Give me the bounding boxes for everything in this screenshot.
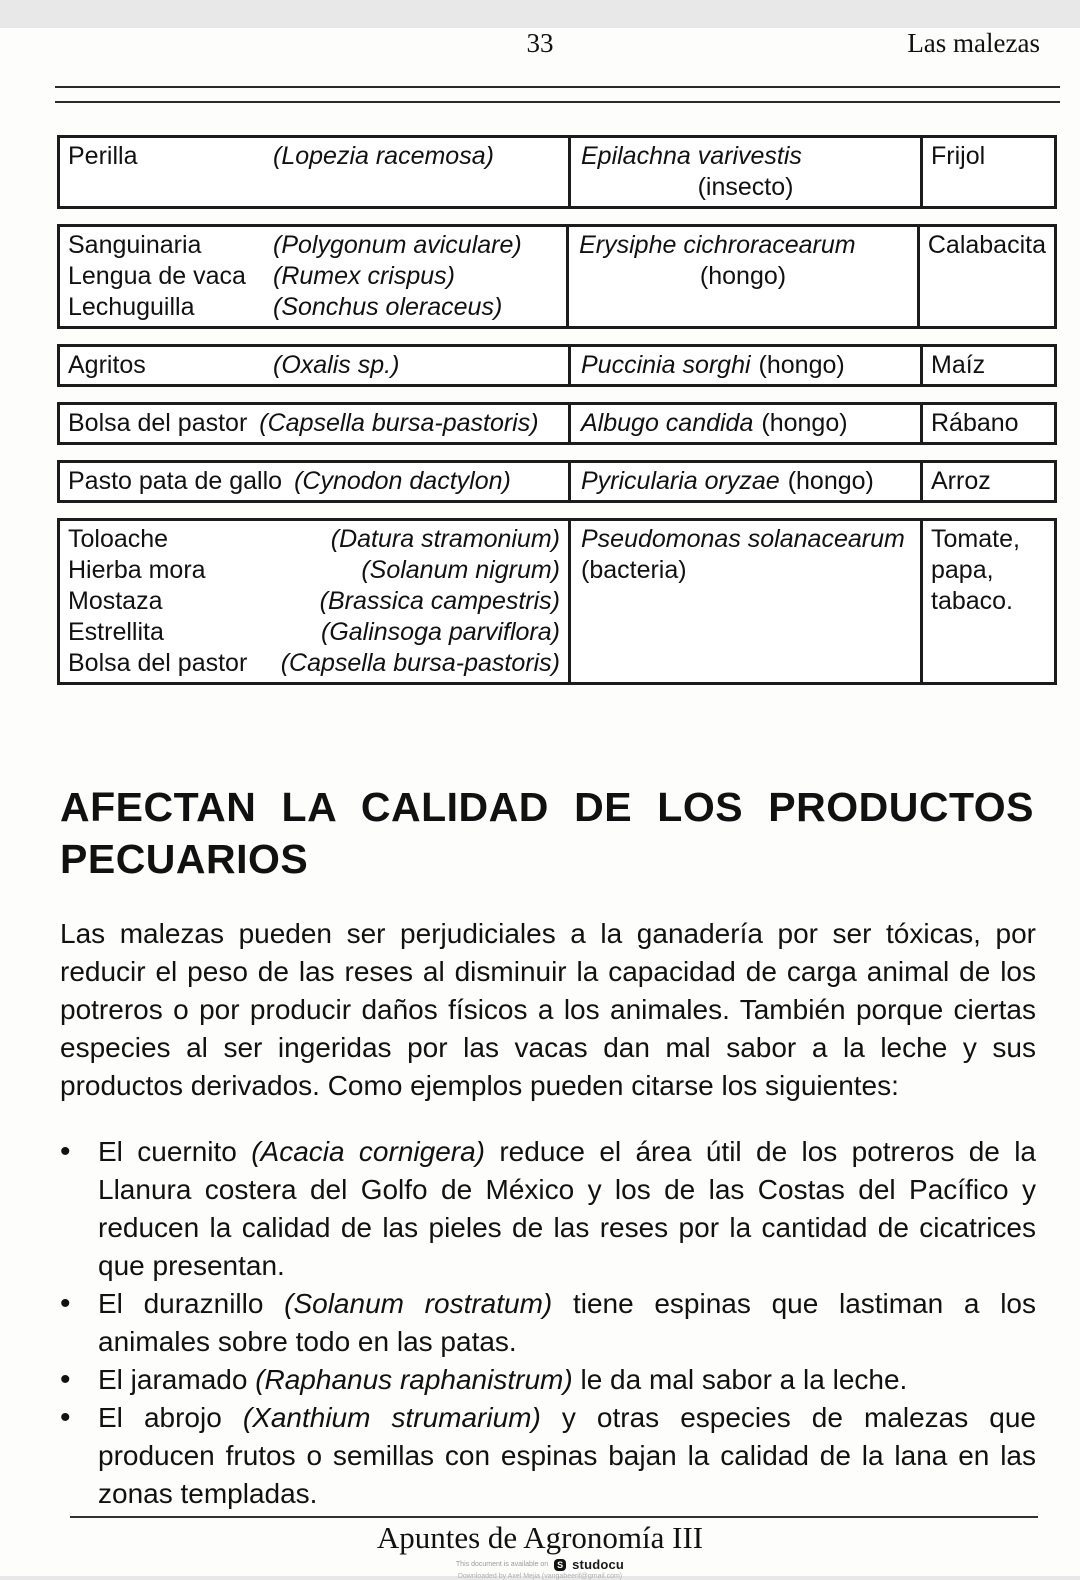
header-rule-top [55,86,1060,88]
bullet-list [60,1133,1036,1513]
header-rule-bottom [55,101,1060,103]
pathogen-type: (hongo) [787,467,874,495]
studocu-logo-icon: S [554,1559,566,1571]
weed-common-name: Bolsa del pastor [68,409,248,437]
pathogen-scientific-name: Erysiphe cichroracearum [579,231,856,259]
footer-rule [70,1516,1038,1518]
bullet-text-suffix: reduce el área útil de los potreros de la Llanura costera del Golfo de México y los de las Costas del Pacífico y reducen la calidad de las pieles de las reses por la cantidad de cicatrices que presentan. [98,1136,1036,1281]
weed-scientific-name: (Cynodon dactylon) [294,467,511,495]
crop-cell: Calabacita [927,231,1046,259]
pathogen-scientific-name: Pyricularia oryzae [581,467,780,495]
weed-common-name: Lechuguilla [68,293,195,321]
pathogen-cell [571,405,923,442]
crop-cell: Maíz [931,351,986,379]
weed-scientific-name: (Sonchus oleraceus) [273,293,503,321]
weed-cell [60,463,571,500]
running-header-title: Las malezas [907,28,1040,58]
body-paragraph: Las malezas pueden ser perjudiciales a la ganadería por ser tóxicas, por reducir el peso de las reses al disminuir la capacidad de carga animal de los potreros o por producir daños físicos a los animales. También porque ciertas especies al ser ingeridas por las vacas dan mal sabor a la leche y sus productos derivados. Como ejemplos pueden citarse los siguientes: [60,918,1036,1101]
pathogen-scientific-name: Albugo candida [581,409,754,437]
weed-cell [60,521,571,682]
weed-common-name: Agritos [68,351,146,379]
weed-common-name: Lengua de vaca [68,262,246,290]
bullet-text-suffix: le da mal sabor a la leche. [572,1364,908,1395]
pathogen-type: (insecto) [697,173,794,201]
weed-common-name: Sanguinaria [68,231,202,259]
bullet-text-prefix: El jaramado [98,1364,256,1395]
weed-common-name: Toloache [68,525,169,553]
weed-scientific-name: (Oxalis sp.) [273,351,400,379]
weed-scientific-name: (Datura stramonium) [330,525,560,553]
species-scientific-name: (Raphanus raphanistrum) [255,1364,573,1395]
pathogen-scientific-name: Pseudomonas solanacearum [581,525,905,553]
weed-scientific-name: (Galinsoga parviflora) [321,618,560,646]
weed-cell [60,138,571,206]
pathogen-type: (hongo) [758,351,845,379]
pathogen-type: (hongo) [761,409,848,437]
weed-scientific-name: (Rumex crispus) [273,262,455,290]
table-row [57,518,1057,685]
bullet-marker [60,1285,98,1361]
pathogen-cell [571,347,923,384]
weed-common-name: Estrellita [68,618,164,646]
species-scientific-name: (Solanum rostratum) [284,1288,553,1319]
weed-scientific-name: (Capsella bursa-pastoris) [280,649,560,677]
table-row [57,402,1057,445]
pathogen-cell [571,521,923,682]
weed-common-name: Perilla [68,142,138,170]
bullet-text-prefix: El abrojo [98,1402,243,1433]
bullet-text-prefix: El cuernito [98,1136,252,1167]
weed-scientific-name: (Capsella bursa-pastoris) [259,409,539,437]
pathogen-scientific-name: Puccinia sorghi [581,351,751,379]
weed-scientific-name: (Brassica campestris) [319,587,560,615]
bullet-marker [60,1133,98,1285]
footer-title: Apuntes de Agronomía III [376,1520,704,1555]
weed-common-name: Pasto pata de gallo [68,467,283,495]
bullet-text-suffix: tiene espinas que lastiman a los animales sobre todo en las patas. [98,1288,1036,1357]
pathogen-type: (bacteria) [581,556,687,584]
list-item [60,1285,1036,1361]
document-page [0,28,1080,1580]
crop-cell: Rábano [931,409,1019,437]
weed-scientific-name: (Lopezia racemosa) [273,142,494,170]
crop-cell: Tomate, papa, tabaco. [931,525,1020,615]
bullet-marker [60,1399,98,1513]
section-heading: AFECTAN LA CALIDAD DE LOS PRODUCTOS PECUARIOS [60,784,1034,882]
crop-cell: Frijol [931,142,986,170]
page-number: 33 [526,28,554,58]
bullet-text-prefix: El duraznillo [98,1288,285,1319]
species-scientific-name: (Acacia cornigera) [251,1136,485,1167]
page-footer [0,1516,1080,1580]
list-item [60,1361,1036,1399]
table-row [57,135,1057,209]
table-row [57,344,1057,387]
watermark-downloaded-text: Downloaded by Axel Mejia (vangabeerif@gmail.com) [457,1573,623,1580]
list-item [60,1399,1036,1513]
pathogen-cell [571,138,923,206]
weed-common-name: Hierba mora [68,556,206,584]
page-header [0,28,1080,72]
bullet-marker [60,1361,98,1399]
table-row [57,460,1057,503]
weed-scientific-name: (Solanum nigrum) [361,556,560,584]
species-scientific-name: (Xanthium strumarium) [242,1402,541,1433]
crop-cell: Arroz [931,467,991,495]
weed-scientific-name: (Polygonum aviculare) [273,231,522,259]
bullet-text-suffix: y otras especies de malezas que producen frutos o semillas con espinas bajan la calidad de la lana en las zonas templadas. [98,1402,1036,1509]
watermark-line [0,1557,1080,1572]
pathogen-scientific-name: Epilachna varivestis [581,142,802,170]
weed-cell [60,227,569,326]
weed-common-name: Bolsa del pastor [68,649,248,677]
pathogen-cell [571,463,923,500]
weed-cell [60,405,571,442]
table-row [57,224,1057,329]
weeds-host-table [57,135,1057,685]
list-item [60,1133,1036,1285]
watermark-availability-text: This document is available on [455,1561,549,1568]
pathogen-cell [569,227,920,326]
weed-cell [60,347,571,384]
weed-common-name: Mostaza [68,587,163,615]
studocu-brand-text: studocu [572,1557,625,1572]
pathogen-type: (hongo) [699,262,787,290]
